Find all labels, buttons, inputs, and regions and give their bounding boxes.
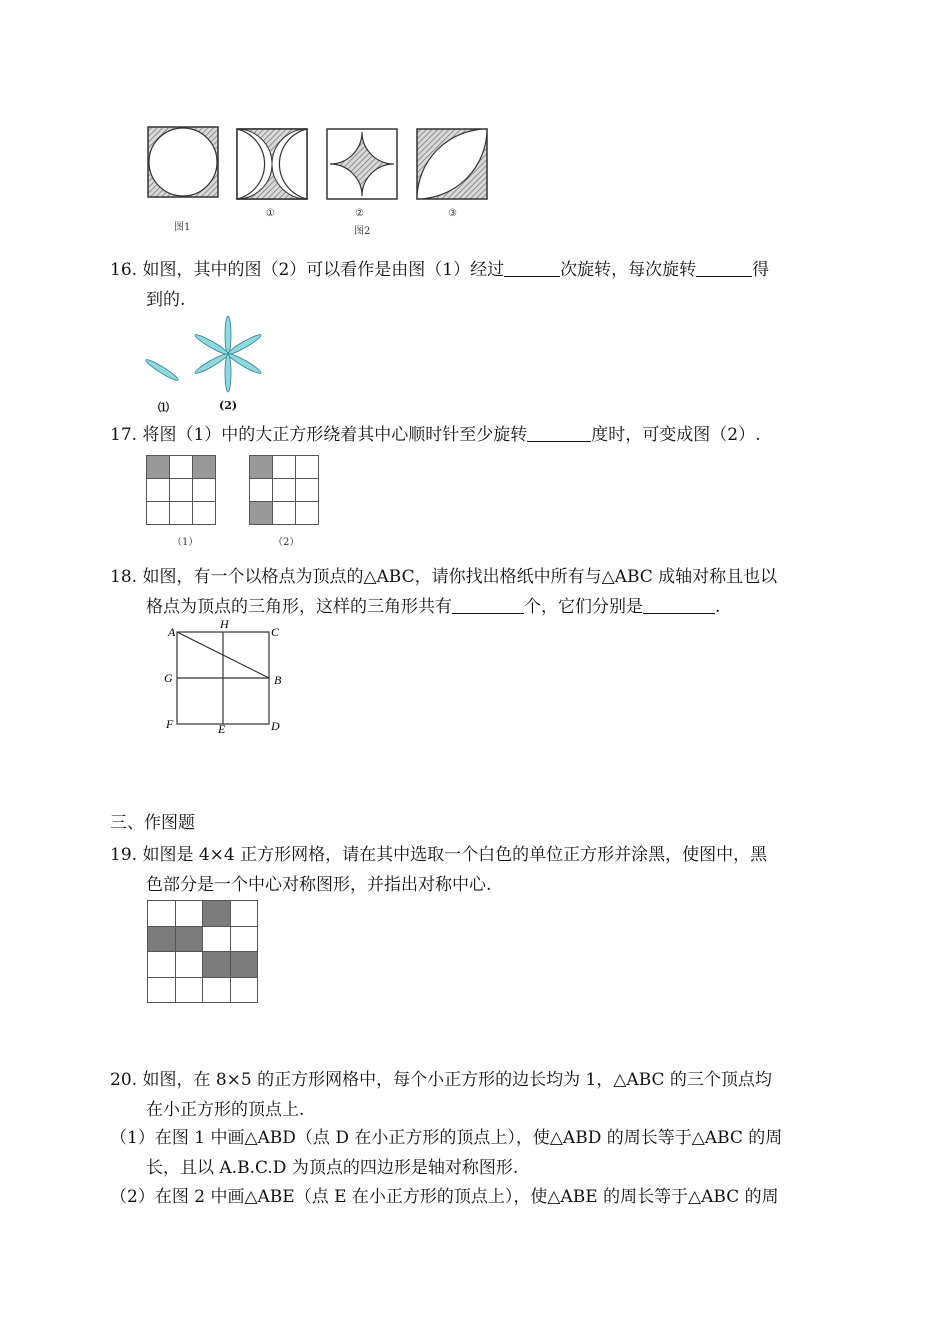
question-18: 18. 如图，有一个以格点为顶点的△ABC，请你找出格纸中所有与△ABC 成轴对称且也以 格点为顶点的三角形，这样的三角形共有 个，它们分别是 .: [110, 567, 778, 617]
caption-fig2: 图2: [354, 226, 371, 237]
label-D: D: [271, 719, 280, 733]
question-16: 16. 如图，其中的图（2）可以看作是由图（1）经过 次旋转，每次旋转 得 到的.: [110, 255, 850, 315]
figure-1-circle-in-square: [147, 126, 219, 198]
figure-2-option-1: [236, 128, 308, 200]
question-20-part-2: （2）在图 2 中画△ABE（点 E 在小正方形的顶点上），使△ABE 的周长等于△ABC 的周: [110, 1187, 779, 1207]
question-19: 19. 如图是 4×4 正方形网格，请在其中选取一个白色的单位正方形并涂黑，使图中，黑 色部分是一个中心对称图形，并指出对称中心.: [110, 845, 768, 895]
question-20: 20. 如图，在 8×5 的正方形网格中，每个小正方形的边长均为 1，△ABC 的三个顶点均 在小正方形的顶点上.: [110, 1070, 772, 1120]
section-3-title: 三、作图题: [110, 813, 195, 833]
caption-option-2: ②: [355, 208, 364, 219]
caption-fig1: 图1: [174, 222, 191, 233]
label-F: F: [166, 717, 174, 731]
label-C: C: [271, 625, 280, 639]
figure-2-option-3: [416, 128, 488, 200]
q16-caption-2: (2): [219, 399, 238, 412]
question-17: 17. 将图（1）中的大正方形绕着其中心顺时针至少旋转 度时，可变成图（2）.: [110, 420, 850, 450]
answer-blank-16b[interactable]: [696, 256, 752, 277]
label-G: G: [164, 671, 173, 685]
label-H: H: [220, 617, 229, 631]
q16-figure-1-leaf: [140, 355, 185, 385]
q19-grid-4x4[interactable]: [147, 900, 258, 1003]
q18-grid-figure: [160, 616, 290, 740]
figure-2-option-2: [326, 128, 398, 200]
label-A: A: [168, 625, 176, 639]
q17-grid-1: [146, 455, 216, 525]
q17-grid-2: [249, 455, 319, 525]
q17-caption-1: （1）: [172, 537, 199, 548]
label-E: E: [218, 722, 226, 736]
label-B: B: [274, 673, 282, 687]
answer-blank-17[interactable]: [527, 421, 591, 442]
answer-blank-18b[interactable]: [643, 593, 715, 614]
answer-blank-16a[interactable]: [504, 256, 560, 277]
answer-blank-18a[interactable]: [452, 593, 524, 614]
caption-option-1: ①: [266, 208, 275, 219]
q16-figure-2-flower: [192, 315, 264, 395]
q17-caption-2: （2）: [273, 537, 300, 548]
question-20-part-1: （1）在图 1 中画△ABD（点 D 在小正方形的顶点上），使△ABD 的周长等于△ABC 的周 长，且以 A.B.C.D 为顶点的四边形是轴对称图形.: [110, 1128, 783, 1178]
caption-option-3: ③: [448, 208, 457, 219]
q16-caption-1: ⑴: [158, 401, 169, 414]
